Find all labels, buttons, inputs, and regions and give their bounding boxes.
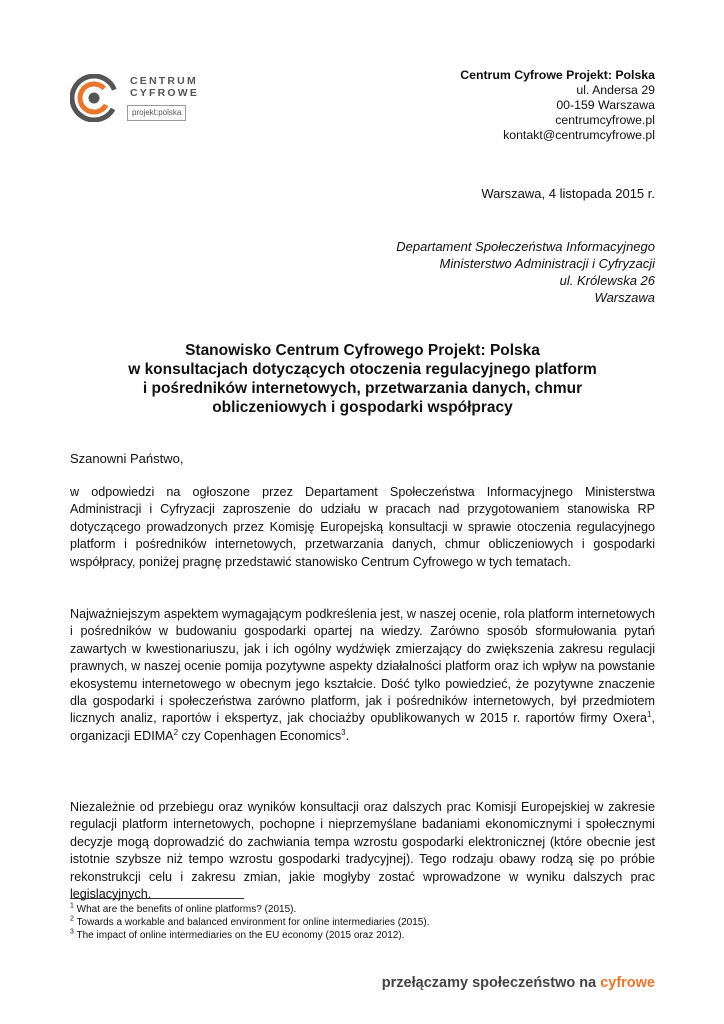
sender-website[interactable]: centrumcyfrowe.pl (555, 113, 655, 127)
footnote-2 (70, 916, 429, 929)
footnote-1-number: 1 (70, 902, 74, 910)
footnote-2-text: Towards a workable and balanced environment for online intermediaries (2015). (73, 917, 430, 928)
title-line-4: obliczeniowych i gospodarki współpracy (212, 399, 513, 416)
footnote-ref-2[interactable]: 2 (173, 727, 179, 737)
footnote-3 (70, 929, 429, 942)
title-line-2: w konsultacjach dotyczących otoczenia regulacyjnego platform (128, 361, 597, 378)
paragraph-2 (70, 606, 655, 745)
recipient-line-1: Departament Społeczeństwa Informacyjnego (396, 239, 655, 254)
document-title (70, 341, 655, 417)
title-line-1: Stanowisko Centrum Cyfrowego Projekt: Polska (185, 342, 540, 359)
logo-word-centrum: CENTRUM (130, 75, 198, 87)
footnote-divider (70, 898, 244, 899)
paragraph-3: Niezależnie od przebiegu oraz wyników konsultacji oraz dalszych prac Komisji Europejskiej w zakresie regulacji platform internetowych, pochopne i nieprzemyślane badaniami ekonomicznymi i społecznymi decyzje mogą doprowadzić do zachwiania tempa wzrostu gospodarki elektronicznej (które obecnie jest istotnie szybsze niż tempo wzrostu gospodarki tradycyjnej). Tego rodzaju obawy rodzą się po próbie rekonstrukcji celu i zakresu zmian, jakie mogłyby zostać wprowadzone w wyniku dalszych prac legislacyjnych. (70, 800, 655, 902)
footnote-3-text: The impact of online intermediaries on the EU economy (2015 oraz 2012). (73, 930, 405, 941)
footnote-1-text: What are the benefits of online platforms? (2015). (73, 904, 297, 915)
greeting: Szanowni Państwo, (70, 451, 184, 466)
footnote-ref-1[interactable]: 1 (647, 710, 652, 720)
sender-street: ul. Andersa 29 (576, 83, 655, 97)
tagline-prefix: przełączamy społeczeństwo na (381, 975, 601, 991)
sender-address (460, 68, 655, 143)
footnote-2-number: 2 (70, 915, 74, 923)
recipient-line-3: ul. Królewska 26 (559, 273, 655, 288)
paragraph-2-main: Najważniejszym aspektem wymagającym podkreślenia jest, w naszej ocenie, rola platform internetowych i pośredników w budowaniu gospodarki opartej na wiedzy. Zarówno sposób sformułowania pytań zawartych w kwestionariuszu, jak i ich ogólny wydźwięk zmierzający do zwiększenia zakresu regulacji prawnych, w naszej ocenie pomija pozytywne aspekty działalności platform oraz ich wpływ na powstanie ekosystemu internetowego w obecnym jego kształcie. Dość tylko powiedzieć, że pozytywne znaczenie dla gospodarki i społeczeństwa zarówno platform, jak i pośredników internetowych, był przedmiotem licznych analiz, raportów i ekspertyz, jak chociażby opublikowanych w 2015 r. raportów firmy Oxera (70, 607, 655, 726)
sender-name: Centrum Cyfrowe Projekt: Polska (460, 68, 655, 82)
sender-city: 00-159 Warszawa (556, 98, 655, 112)
paragraph-2-close: . (345, 728, 350, 743)
centrum-cyfrowe-logo (70, 72, 210, 128)
logo-word-cyfrowe: CYFROWE (130, 87, 200, 99)
footer-tagline (382, 975, 655, 991)
footnote-1 (70, 903, 429, 916)
title-line-3: i pośredników internetowych, przetwarzania danych, chmur (142, 380, 583, 397)
footnote-ref-3[interactable]: 3 (341, 727, 346, 737)
tagline-accent: cyfrowe (600, 975, 655, 991)
recipient-line-2: Ministerstwo Administracji i Cyfryzacji (439, 256, 655, 271)
paragraph-2-end: czy Copenhagen Economics (178, 728, 342, 743)
sender-email[interactable]: kontakt@centrumcyfrowe.pl (503, 128, 655, 142)
recipient-address (396, 238, 655, 306)
footnotes (70, 903, 429, 942)
logo-badge-projekt-polska: projekt:polska (127, 105, 186, 121)
paragraph-2-mid: , organizacji EDIMA (70, 711, 655, 743)
logo-c-icon (70, 74, 118, 122)
letter-date: Warszawa, 4 listopada 2015 r. (481, 186, 655, 201)
recipient-line-4: Warszawa (594, 290, 655, 305)
paragraph-1: w odpowiedzi na ogłoszone przez Departament Społeczeństwa Informacyjnego Ministerstwa Administracji i Cyfryzacji zaproszenie do udziału w pracach nad przygotowaniem stanowiska RP dotyczącego prowadzonych przez Komisję Europejską konsultacji w sprawie otoczenia regulacyjnego platform i pośredników internetowych, przetwarzania danych, chmur obliczeniowych i gospodarki współpracy, poniżej pragnę przedstawić stanowisko Centrum Cyfrowego w tych tematach. (70, 485, 655, 569)
footnote-3-number: 3 (70, 928, 74, 936)
